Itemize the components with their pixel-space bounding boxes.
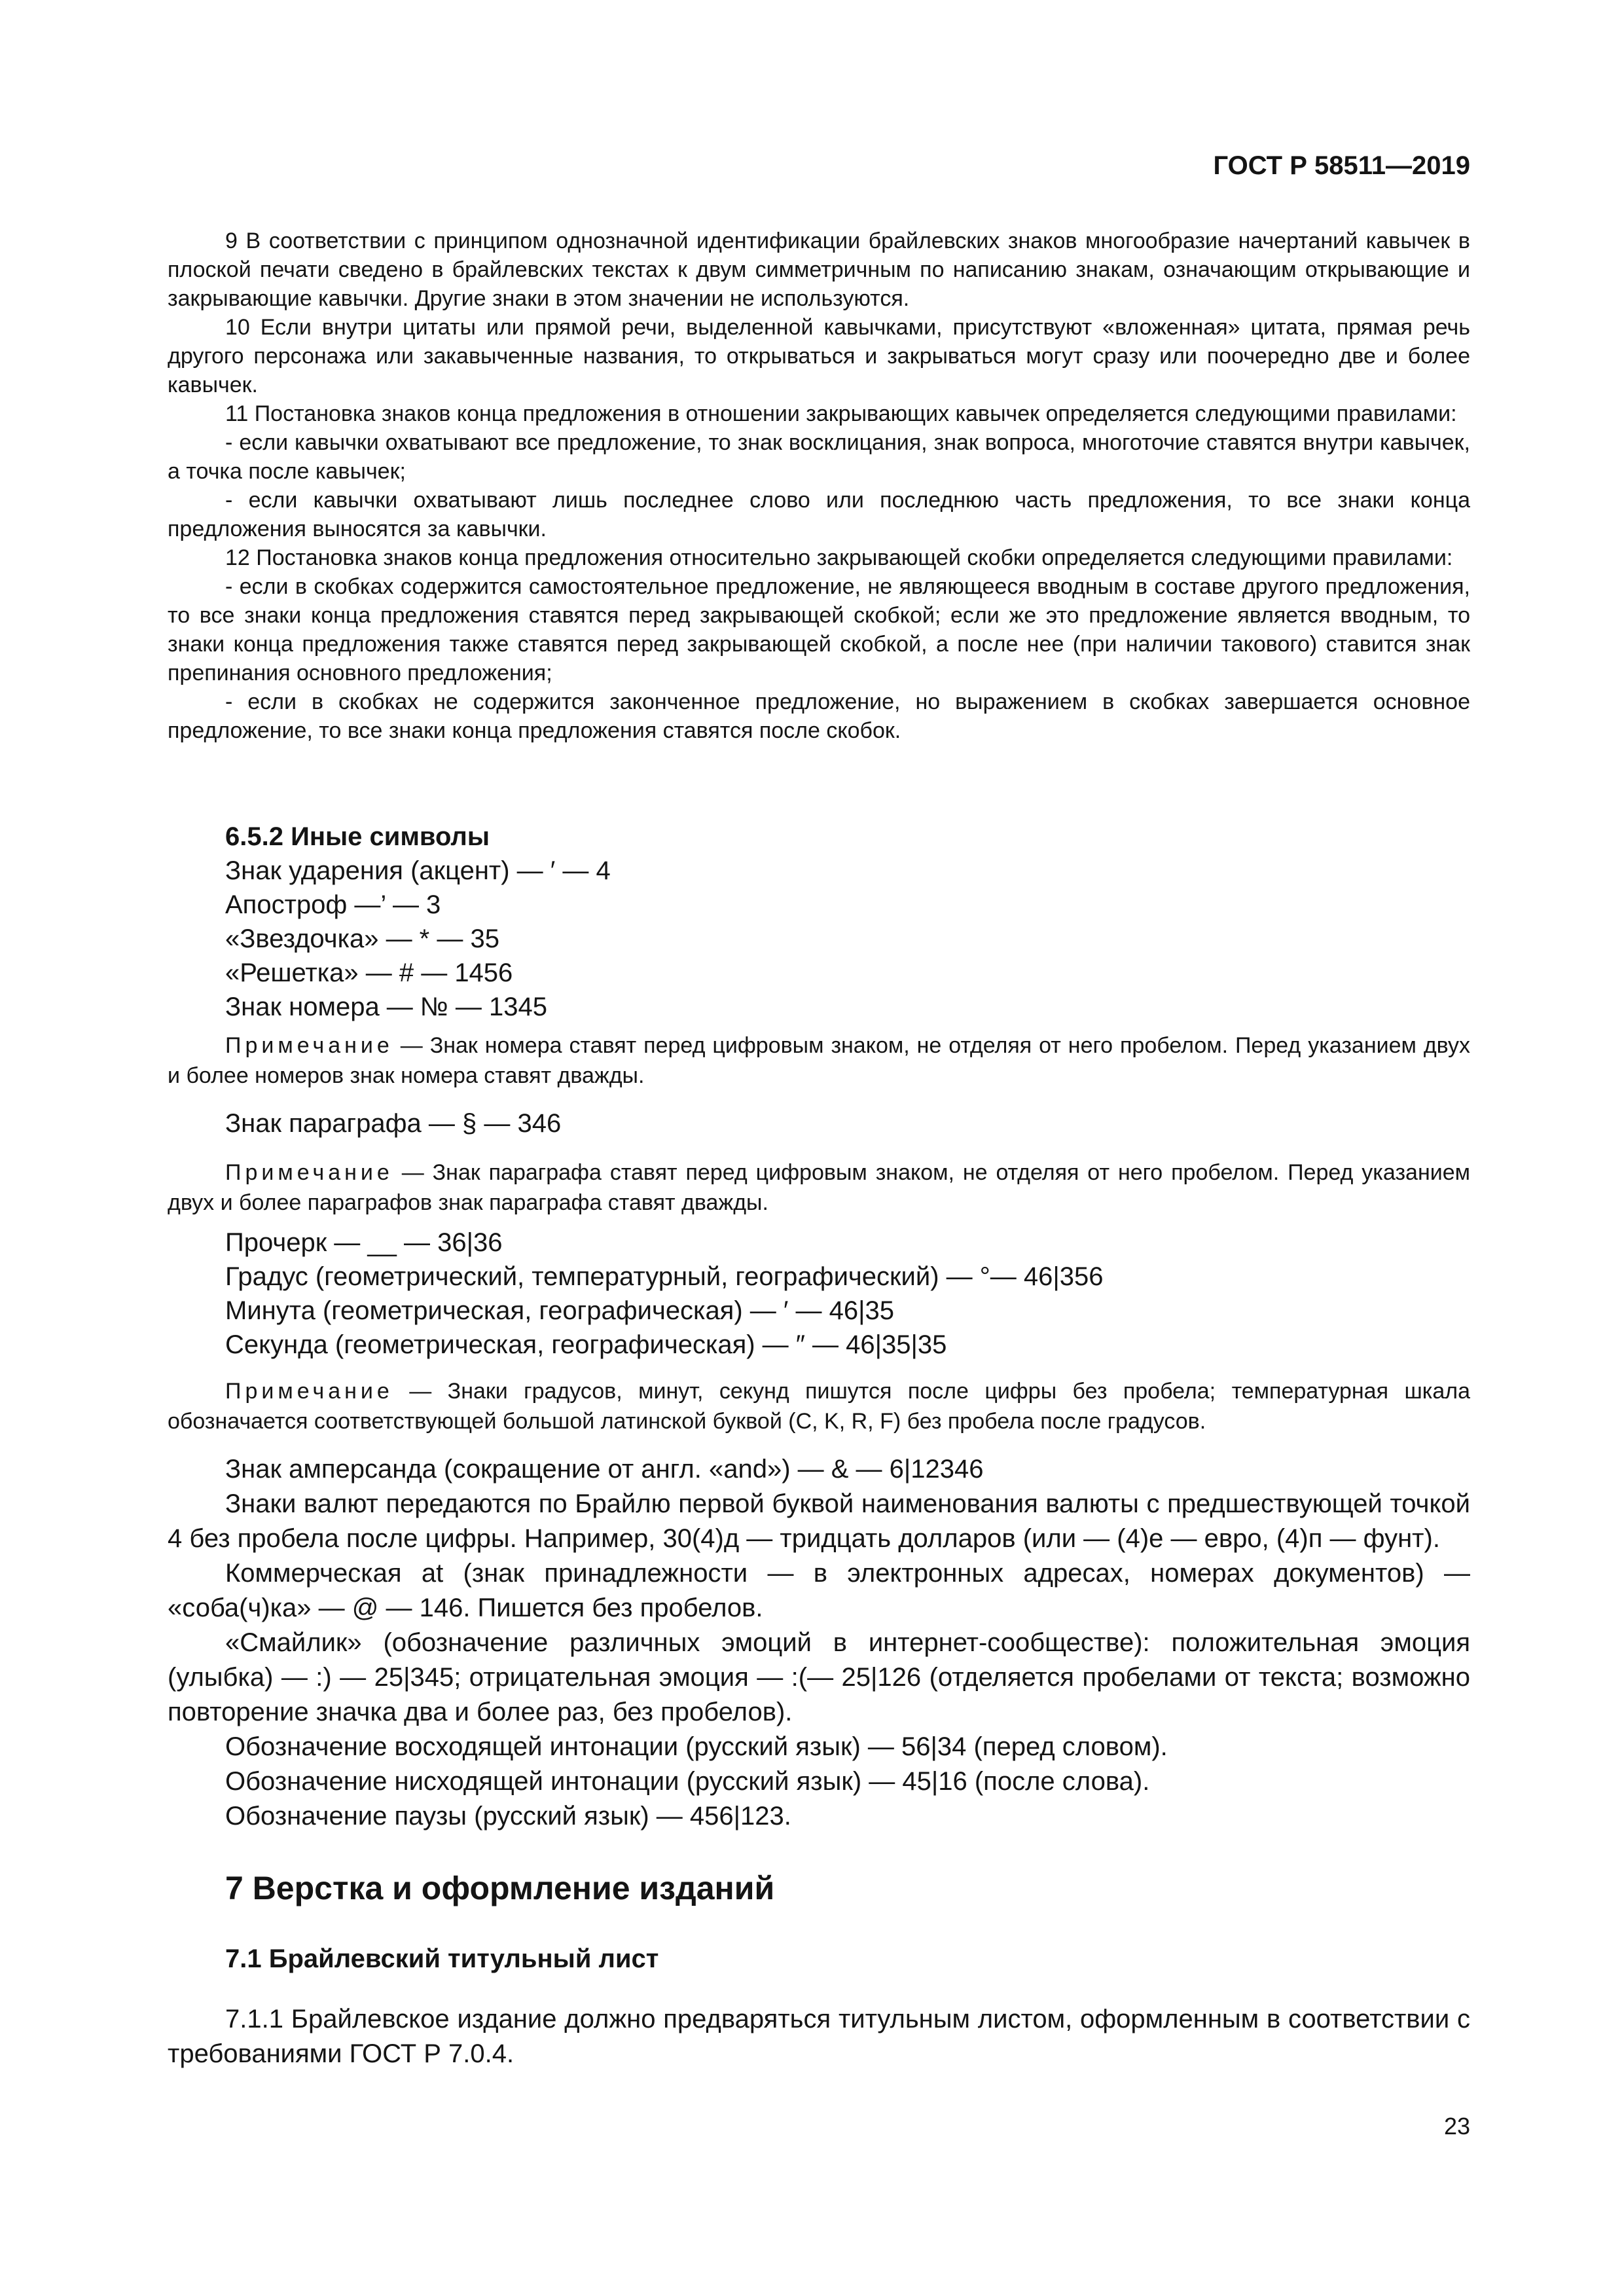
paragraph: Обозначение паузы (русский язык) — 456|123. (225, 1802, 791, 1831)
paragraph-7-1-1: 7.1.1 Брайлевское издание должно предваряться титульным листом, оформленным в соответствии с требованиями ГОСТ Р 7.0.4. (168, 2005, 1470, 2068)
paragraph: Знаки валют передаются по Брайлю первой буквой наименования валюты с предшествующей точкой 4 без пробела после цифры. Например, 30(4)д — тридцать долларов (или — (4)е — евро, (4)п — фунт). (168, 1489, 1470, 1553)
paragraph-11: 11 Постановка знаков конца предложения в отношении закрывающих кавычек определяется следующими правилами: (225, 401, 1457, 426)
note-2 (168, 1157, 1470, 1218)
symbol-line: Секунда (геометрическая, географическая) — ″ — 46|35|35 (225, 1330, 947, 1359)
note-label: Примечание (225, 1160, 393, 1185)
top-paragraphs (168, 227, 1470, 745)
list-item: - если кавычки охватывают лишь последнее слово или последнюю часть предложения, то все знаки конца предложения выносятся за кавычки. (168, 488, 1470, 541)
note-3 (168, 1376, 1470, 1436)
paragraph: Обозначение нисходящей интонации (русский язык) — 45|16 (после слова). (225, 1767, 1150, 1796)
symbols-block-1 (225, 820, 1469, 1024)
symbols-block-2 (225, 1106, 1469, 1140)
paragraph: Знак амперсанда (сокращение от англ. «and») — & — 6|12346 (225, 1455, 984, 1484)
section-7-paragraph (168, 2002, 1470, 2071)
section-heading: 6.5.2 Иные символы (225, 822, 490, 851)
note-text: — Знак параграфа ставят перед цифровым знаком, не отделяя от него пробелом. Перед указанием двух и более параграфов знак параграфа ставят дважды. (168, 1160, 1470, 1215)
paragraph: «Смайлик» (обозначение различных эмоций в интернет-сообществе): положительная эмоция (улыбка) — :) — 25|345; отрицательная эмоция — :(— 25|126 (отделяется пробелами от текста; возможно повторение значка два и более раз, без пробелов). (168, 1628, 1470, 1726)
symbol-line: Знак номера — № — 1345 (225, 993, 548, 1021)
document-number: ГОСТ Р 58511—2019 (1213, 151, 1470, 180)
paragraph: Обозначение восходящей интонации (русский язык) — 56|34 (перед словом). (225, 1732, 1168, 1761)
note-text: — Знаки градусов, минут, секунд пишутся после цифры без пробела; температурная шкала обозначается соответствующей большой латинской буквой (C, K, R, F) без пробела после градусов. (168, 1379, 1470, 1434)
paragraph-10: 10 Если внутри цитаты или прямой речи, выделенной кавычками, присутствуют «вложенная» цитата, прямая речь другого персонажа или закавыченные названия, то открываться и закрываться могут сразу или поочередно две и более кавычек. (168, 315, 1470, 397)
list-item: - если кавычки охватывают все предложение, то знак восклицания, знак вопроса, многоточие ставятся внутри кавычек, а точка после кавычек; (168, 430, 1470, 484)
symbol-line: Градус (геометрический, температурный, географический) — °— 46|356 (225, 1262, 1104, 1291)
page-number: 23 (1443, 2113, 1470, 2140)
symbol-line: Минута (геометрическая, географическая) — ′ — 46|35 (225, 1296, 894, 1325)
symbol-line: «Решетка» — # — 1456 (225, 958, 513, 987)
list-item: - если в скобках не содержится законченное предложение, но выражением в скобках завершается основное предложение, то все знаки конца предложения ставятся после скобок. (168, 689, 1470, 743)
paragraph-12: 12 Постановка знаков конца предложения относительно закрывающей скобки определяется следующими правилами: (225, 545, 1453, 570)
note-label: Примечание (225, 1379, 393, 1404)
note-label: Примечание (225, 1033, 393, 1058)
symbols-paragraphs (168, 1452, 1470, 1834)
paragraph: Коммерческая at (знак принадлежности — в электронных адресах, номерах документов) — «соба(ч)ка» — @ — 146. Пишется без пробелов. (168, 1559, 1470, 1622)
symbols-block-3 (225, 1226, 1469, 1362)
note-text: — Знак номера ставят перед цифровым знаком, не отделяя от него пробелом. Перед указанием двух и более номеров знак номера ставят дважды. (168, 1033, 1470, 1088)
symbol-line: Знак параграфа — § — 346 (225, 1109, 562, 1138)
list-item: - если в скобках содержится самостоятельное предложение, не являющееся вводным в составе другого предложения, то все знаки конца предложения ставятся перед закрывающей скобкой; если же это предложение является вводным, то знаки конца предложения также ставятся перед закрывающей скобкой, а после нее (при наличии такового) ставится знак препинания основного предложения; (168, 574, 1470, 685)
symbol-line: Прочерк — __ — 36|36 (225, 1228, 503, 1257)
section-7-1-heading: 7.1 Брайлевский титульный лист (225, 1944, 659, 1973)
symbol-line: Апостроф —’ — 3 (225, 890, 441, 919)
paragraph-9: 9 В соответствии с принципом однозначной идентификации брайлевских знаков многообразие начертаний кавычек в плоской печати сведено в брайлевских текстах к двум симметричным по написанию знакам, означающим открывающие и закрывающие кавычки. Другие знаки в этом значении не используются. (168, 228, 1470, 311)
section-7-heading: 7 Верстка и оформление изданий (225, 1870, 775, 1906)
symbol-line: «Звездочка» — * — 35 (225, 924, 499, 953)
note-1 (168, 1030, 1470, 1091)
symbol-line: Знак ударения (акцент) — ′ — 4 (225, 856, 611, 885)
